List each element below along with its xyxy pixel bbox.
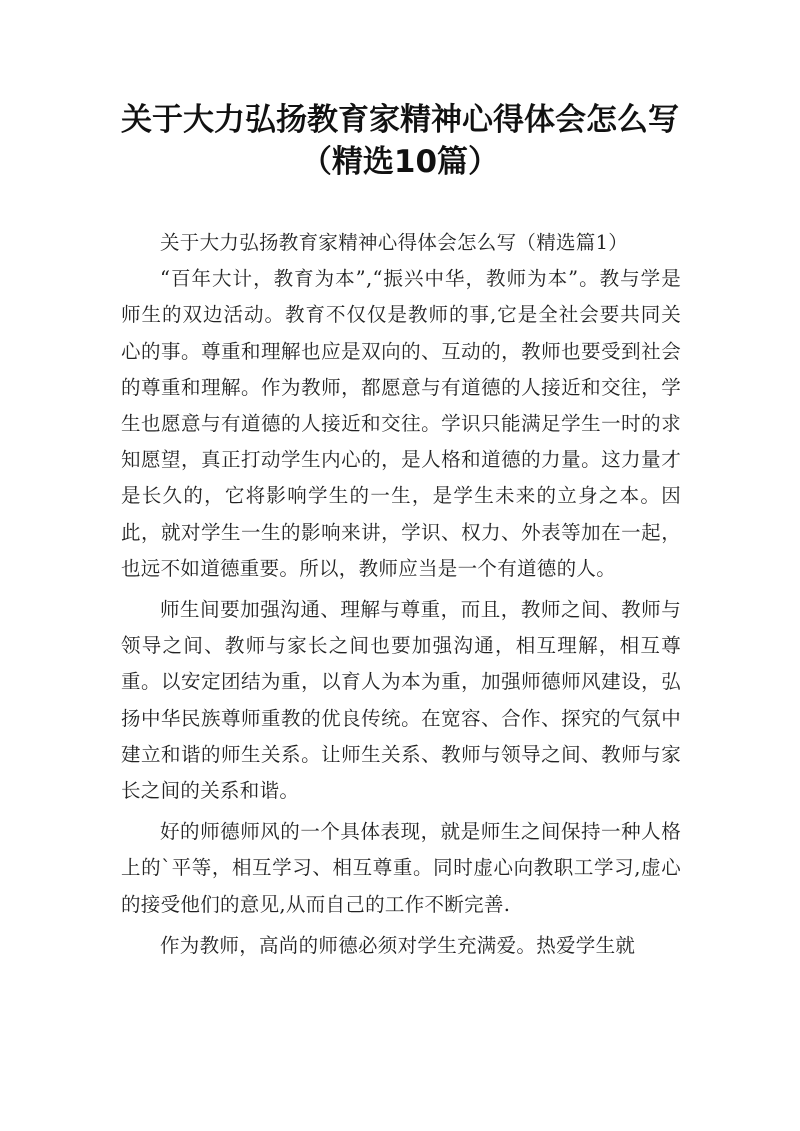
document-body [121, 225, 681, 964]
section-subtitle: 关于大力弘扬教育家精神心得体会怎么写（精选篇1） [160, 231, 629, 254]
paragraph-3: 好的师德师风的一个具体表现，就是师生之间保持一种人格上的`平等，相互学习、相互尊重。同时虚心向教职工学习,虚心的接受他们的意见,从而自己的工作不断完善. [121, 820, 681, 916]
document-title-line1: 关于大力弘扬教育家精神心得体会怎么写 [121, 102, 679, 138]
paragraph-1: “百年大计，教育为本”,“振兴中华，教师为本”。教与学是师生的双边活动。教育不仅仅是教师的事,它是全社会要共同关心的事。尊重和理解也应是双向的、互动的，教师也要受到社会的尊重和理解。作为教师，都愿意与有道德的人接近和交往，学生也愿意与有道德的人接近和交往。学识只能满足学生一时的求知愿望，真正打动学生内心的，是人格和道德的力量。这力量才是长久的，它将影响学生的一生，是学生未来的立身之本。因此，就对学生一生的影响来讲，学识、权力、外表等加在一起，也远不如道德重要。所以，教师应当是一个有道德的人。 [121, 267, 681, 580]
paragraph-2: 师生间要加强沟通、理解与尊重，而且，教师之间、教师与领导之间、教师与家长之间也要加强沟通，相互理解，相互尊重。以安定团结为重，以育人为本为重，加强师德师风建设，弘扬中华民族尊师重教的优良传统。在宽容、合作、探究的气氛中建立和谐的师生关系。让师生关系、教师与领导之间、教师与家长之间的关系和谐。 [121, 598, 681, 803]
paragraph-4: 作为教师，高尚的师德必须对学生充满爱。热爱学生就 [160, 933, 636, 957]
document-title-line2: （精选10篇） [300, 144, 500, 180]
